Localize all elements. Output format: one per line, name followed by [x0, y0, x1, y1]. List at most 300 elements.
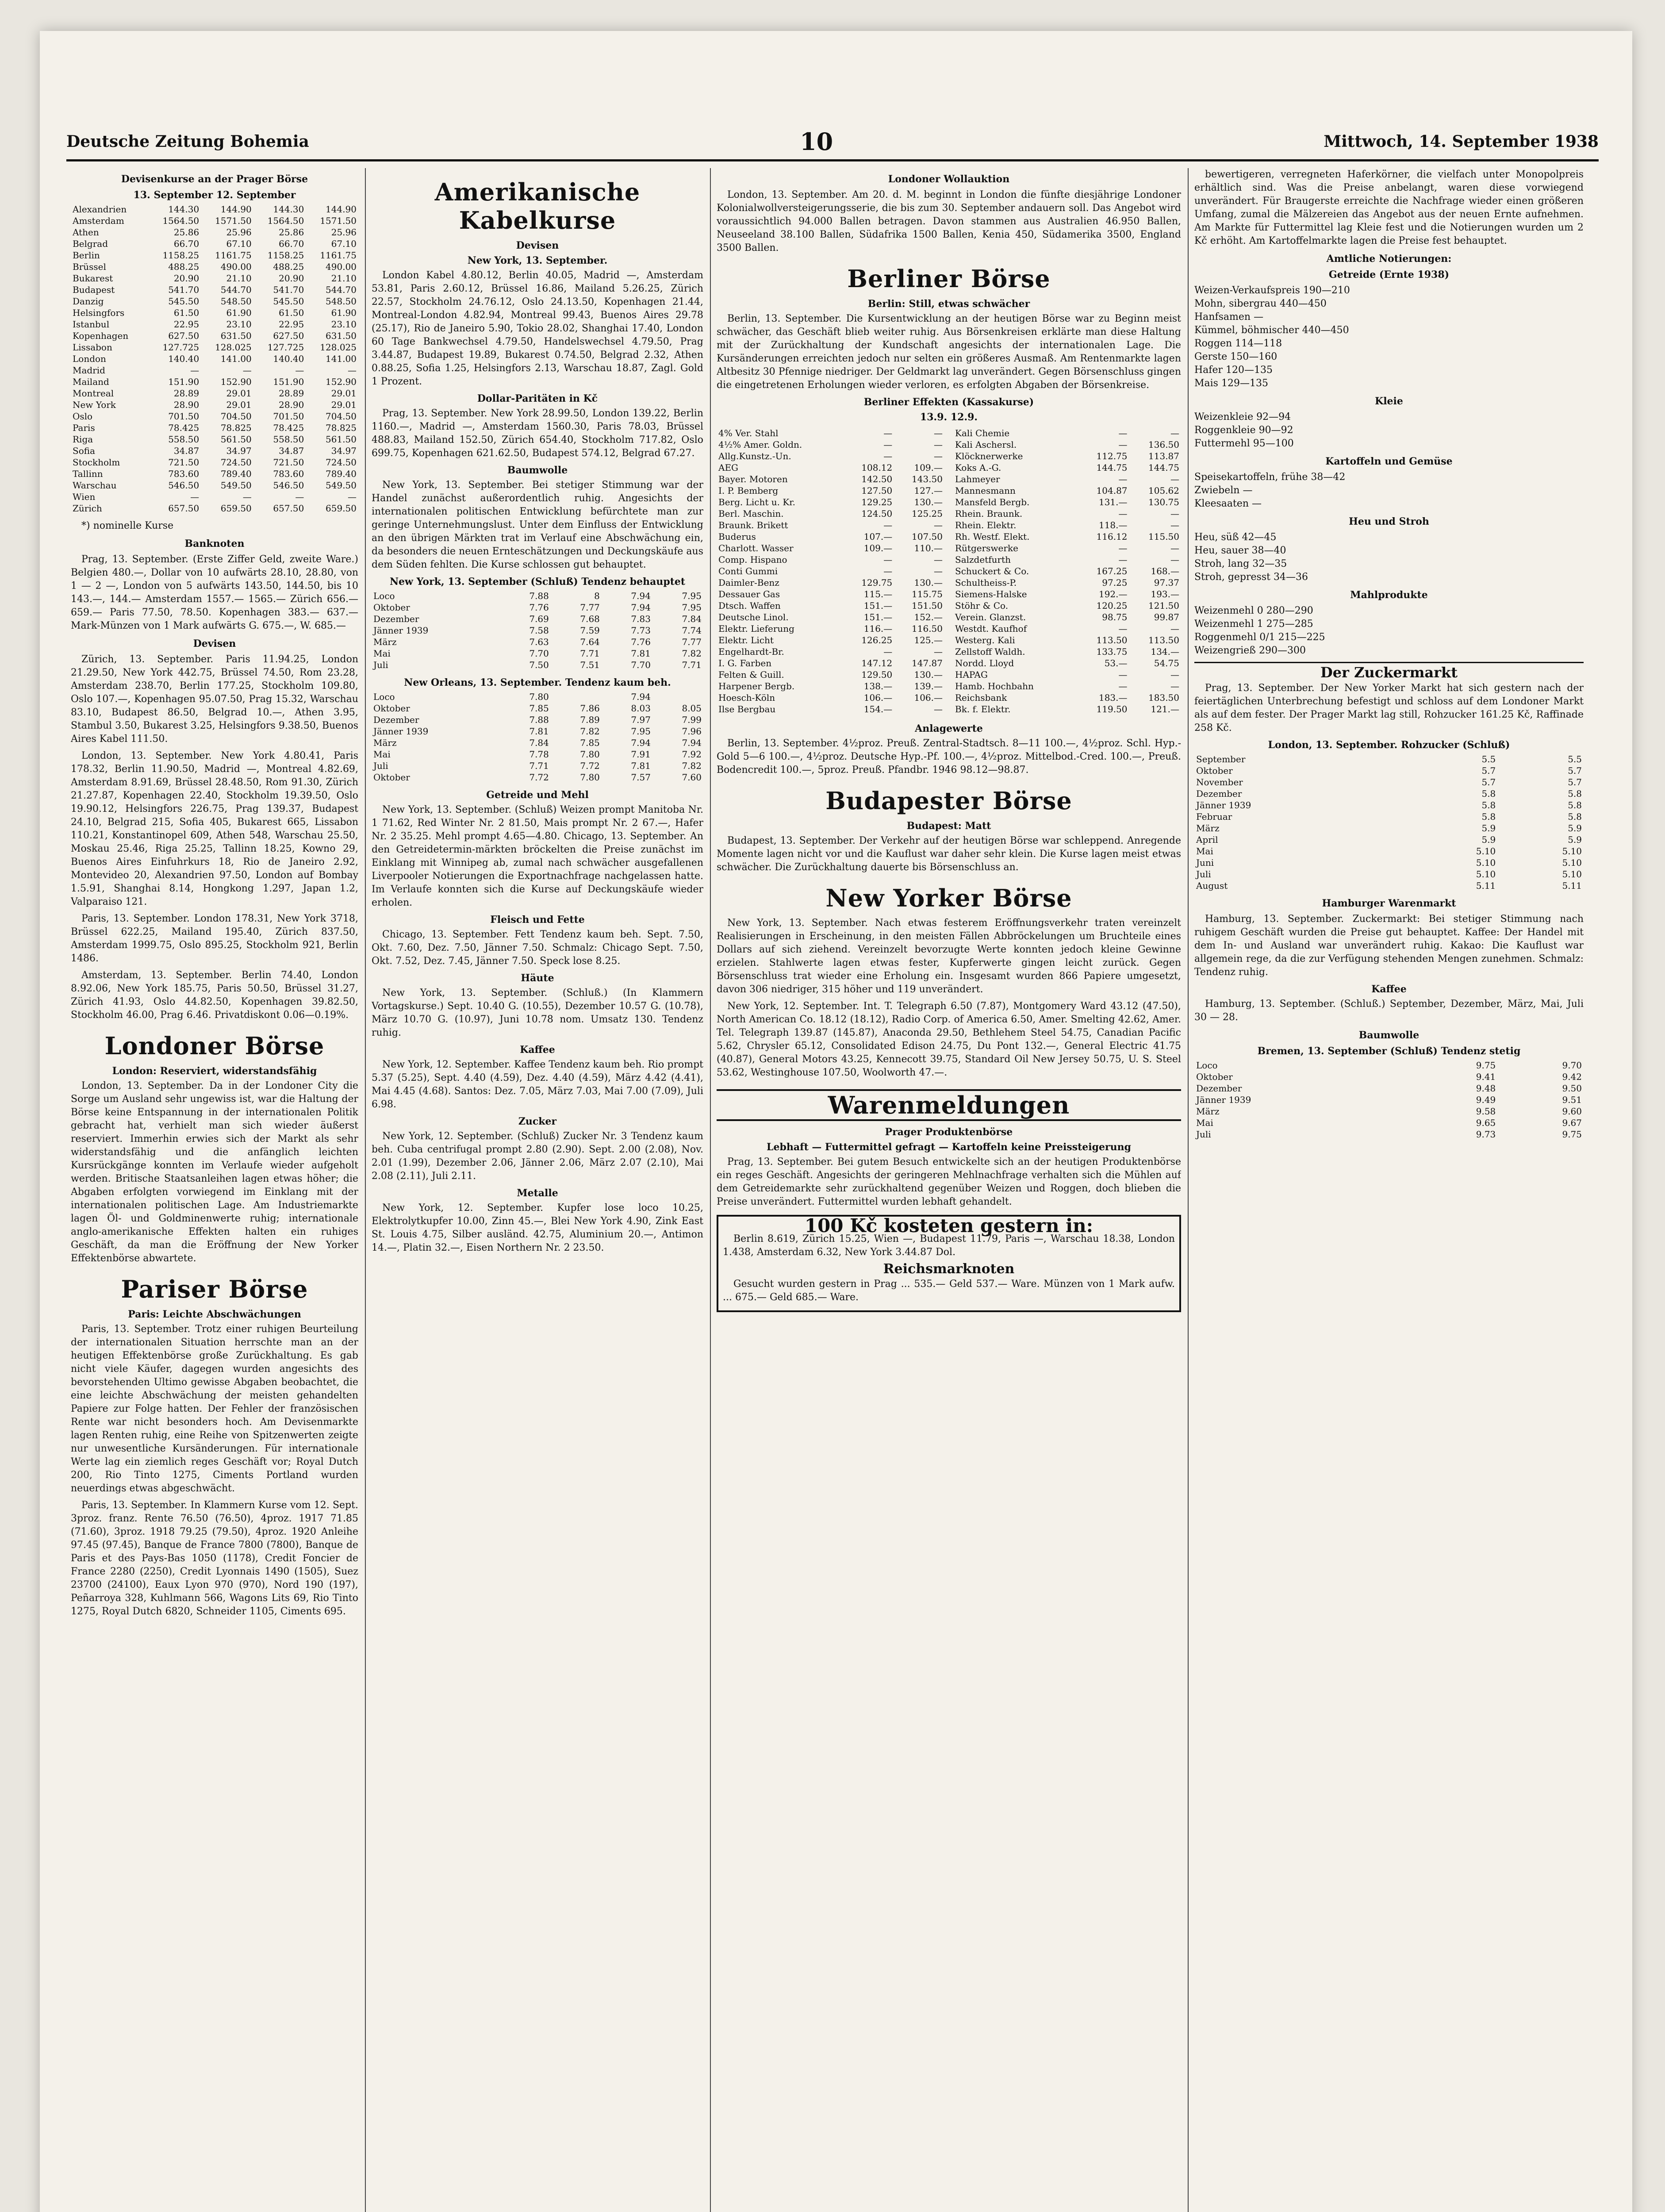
- table-row: [717, 554, 944, 565]
- table-cell: Jänner 1939: [373, 625, 429, 636]
- table-cell: 116.50: [912, 623, 943, 634]
- table-cell: AEG: [718, 462, 739, 473]
- article-text: London Kabel 4.80.12, Berlin 40.05, Madrid —, Amsterdam 53.81, Paris 2.60.12, Brüssel 16.86, Mailand 5.26.25, Zürich 22.57, Stockholm 24.76.12, Oslo 24.13.50, Kopenhagen 21.44, Montreal-London 4.82.94, Montreal 99.43, Buenos Aires 29.78 (25.17), Rio de Janeiro 5.90, Tokio 28.02, Shanghai 17.40, London 60 Tage Bankwechsel 4.79.50, Handelswechsel 4.79.50, Prag 3.44.87, Budapest 19.89, Bukarest 0.74.50, Belgrad 2.32, Athen 0.88.25, Sofia 1.25, Helsingfors 2.13, Warschau 18.87, Zagl. Gold 1 Prozent.: [372, 270, 703, 387]
- table-head: Getreide (Ernte 1938): [1328, 269, 1450, 280]
- table-cell: Zellstoff Waldh.: [955, 646, 1025, 657]
- column-4: [1194, 168, 1584, 2212]
- table-cell: 167.25: [1096, 566, 1128, 576]
- table-cell: 544.70: [220, 284, 252, 295]
- table-head: 13. September 12. September: [133, 189, 296, 201]
- section-subhead: Devisen: [516, 240, 559, 251]
- table-cell: 9.41: [1476, 1071, 1496, 1082]
- table-cell: 5.8: [1481, 788, 1496, 799]
- table-cell: 113.50: [1096, 635, 1128, 645]
- table-row: [717, 634, 944, 646]
- article-text: Hamburg, 13. September. (Schluß.) September, Dezember, März, Mai, Juli 30 — 28.: [1194, 998, 1584, 1023]
- article-text: Prag, 13. September. Der New Yorker Markt hat sich gestern nach der feiertäglichen Unterbrechung befestigt und schloss auf dem Londoner Markt als auf dem fester. Der Prager Markt lag still, Rohzucker 161.25 Kč, Raffinade 258 Kč.: [1194, 683, 1584, 733]
- table-cell: 151.90: [273, 376, 304, 387]
- table-row: [71, 204, 358, 215]
- table-cell: Amsterdam: [73, 215, 124, 226]
- table-row: [372, 726, 703, 737]
- table-row: [372, 602, 703, 613]
- table-row: [372, 760, 703, 772]
- table-cell: 7.88: [529, 591, 549, 601]
- table-row: [71, 215, 358, 227]
- table-cell: Oktober: [1196, 765, 1233, 776]
- table-cell: —: [934, 520, 943, 530]
- table-cell: 558.50: [273, 434, 304, 445]
- table-row: [717, 542, 944, 554]
- table-cell: September: [1196, 754, 1246, 764]
- table-cell: 143.50: [912, 474, 943, 484]
- table-cell: Februar: [1196, 811, 1232, 822]
- table-cell: 5.8: [1568, 811, 1582, 822]
- table-cell: 5.8: [1568, 788, 1582, 799]
- table-cell: —: [934, 646, 943, 657]
- table-row: [71, 445, 358, 457]
- table-cell: Nordd. Lloyd: [955, 658, 1014, 668]
- table-cell: Budapest: [73, 284, 115, 295]
- table-cell: Helsingfors: [73, 307, 125, 318]
- table-cell: Danzig: [73, 296, 104, 307]
- table-cell: 130.—: [914, 577, 943, 588]
- table-cell: I. G. Farben: [718, 658, 772, 668]
- table-cell: 112.75: [1096, 451, 1128, 461]
- table-row: [717, 692, 944, 703]
- table-cell: 78.825: [326, 422, 357, 433]
- table-cell: 134.—: [1151, 646, 1179, 657]
- section-subhead: Getreide und Mehl: [486, 789, 589, 801]
- table-cell: Kopenhagen: [73, 330, 129, 341]
- table-cell: 5.10: [1476, 857, 1496, 868]
- table-cell: Oktober: [373, 703, 410, 714]
- table-cell: 128.025: [320, 342, 357, 353]
- table-cell: 53.—: [1104, 658, 1128, 668]
- table-cell: Oktober: [373, 602, 410, 613]
- table-cell: Dezember: [373, 614, 419, 624]
- table-cell: 7.91: [631, 749, 651, 760]
- table-cell: —: [1170, 681, 1179, 691]
- article-text: Paris, 13. September. London 178.31, New York 3718, Brüssel 622.25, Mailand 195.40, Zürich 837.50, Amsterdam 1999.75, Oslo 895.25, Stockholm 921, Berlin 1486.: [71, 913, 358, 964]
- dateline: London, 13. September. Rohzucker (Schluß): [1268, 739, 1510, 751]
- table-cell: 5.5: [1481, 754, 1496, 764]
- table-row: [1194, 868, 1584, 880]
- table-cell: 151.50: [912, 600, 943, 611]
- table-cell: 183.—: [1098, 692, 1128, 703]
- table-cell: —: [348, 365, 357, 376]
- table-cell: 151.—: [863, 612, 893, 622]
- table-cell: Juli: [1196, 1129, 1211, 1140]
- table-cell: 5.7: [1481, 765, 1496, 776]
- bremen-cotton-table: [1194, 1060, 1584, 1140]
- table-cell: 141.00: [326, 353, 357, 364]
- price-line: Roggenmehl 0/1 215—225: [1194, 632, 1325, 643]
- dateline: Bremen, 13. September (Schluß) Tendenz stetig: [1257, 1045, 1521, 1057]
- table-cell: 5.8: [1568, 800, 1582, 810]
- table-cell: 125.25: [912, 508, 943, 519]
- table-cell: 549.50: [326, 480, 357, 491]
- table-row: [372, 625, 703, 636]
- table-cell: 659.50: [220, 503, 252, 514]
- table-cell: 126.25: [861, 635, 893, 645]
- table-row: [953, 577, 1181, 588]
- price-line: Kleesaaten —: [1194, 498, 1262, 509]
- table-cell: 136.50: [1148, 439, 1179, 450]
- table-cell: 140.40: [168, 353, 199, 364]
- table-cell: London: [73, 353, 106, 364]
- table-cell: 127.50: [861, 485, 893, 496]
- table-cell: 78.425: [168, 422, 199, 433]
- table-row: [71, 307, 358, 319]
- table-cell: Westdt. Kaufhof: [955, 623, 1027, 634]
- table-cell: 7.76: [631, 637, 651, 647]
- table-cell: 7.80: [580, 772, 600, 783]
- table-row: [953, 600, 1181, 611]
- table-row: [717, 462, 944, 473]
- table-row: [717, 577, 944, 588]
- table-cell: 21.10: [226, 273, 252, 284]
- table-cell: Istanbul: [73, 319, 110, 330]
- table-cell: Harpener Bergb.: [718, 681, 795, 691]
- table-cell: Koks A.-G.: [955, 462, 1001, 473]
- price-list: [1194, 411, 1584, 450]
- table-cell: 124.50: [861, 508, 893, 519]
- table-cell: 66.70: [173, 238, 199, 249]
- table-cell: 131.—: [1098, 497, 1128, 507]
- table-row: [1194, 1094, 1584, 1106]
- table-row: [717, 611, 944, 623]
- table-cell: 28.90: [173, 399, 199, 410]
- table-cell: 97.37: [1154, 577, 1179, 588]
- price-line: Kümmel, böhmischer 440—450: [1194, 325, 1349, 336]
- table-cell: 7.68: [580, 614, 600, 624]
- table-cell: 192.—: [1098, 589, 1128, 599]
- table-cell: 147.87: [912, 658, 943, 668]
- article-text: New York, 12. September. Kupfer lose loco 10.25, Elektrolytkupfer 10.00, Zinn 45.—, Blei New York 4.90, Zink East St. Louis 4.75, Silber ausländ. 42.75, Aluminium 20.—, Antimon 14.—, Platin 32.—, Eisen Northern Nr. 2 23.50.: [372, 1202, 703, 1253]
- price-line: Gerste 150—160: [1194, 351, 1278, 362]
- table-cell: Kali Aschersl.: [955, 439, 1017, 450]
- table-cell: 99.87: [1154, 612, 1179, 622]
- table-cell: 144.30: [168, 204, 199, 215]
- table-cell: 7.77: [682, 637, 702, 647]
- article-text: New York, 13. September. Bei stetiger Stimmung war der Handel zunächst außerordentlich ruhig. Angesichts der internationalen politischen Entwicklung befürchtete man zur geringe Unternehmungslust. Unter dem Einfluss der Entwicklung an den übrigen Märkten trat im Verlauf eine Abschwächung ein, da besonders die neuen Ernteschätzungen und Deckungskäufe aus dem Süden fehlten. Die Kurse schlossen gut behauptet.: [372, 480, 703, 570]
- section-title: Amtliche Notierungen:: [1326, 253, 1452, 265]
- article-text: Prag, 13. September. New York 28.99.50, London 139.22, Berlin 1160.—, Madrid —, Amsterdam 1560.30, Paris 78.03, Brüssel 488.83, Mailand 152.50, Zürich 654.40, Stockholm 717.82, Oslo 699.75, Kopenhagen 621.62.50, Budapest 574.12, Belgrad 67.27.: [372, 408, 703, 459]
- table-cell: Montreal: [73, 388, 114, 399]
- table-cell: 5.11: [1476, 880, 1496, 891]
- article-text: London, 13. September. Am 20. d. M. beginnt in London die fünfte diesjährige Londoner Kolonialwollversteigerungsserie, die bis zum 30. September andauern soll. Das Angebot wird voraussichtlich 94.000 Ballen betragen. Davon stammen aus Australien 46.950 Ballen, Neuseeland 38.100 Ballen, Südafrika 1500 Ballen, Kenia 450, Südamerika 3500, England 3500 Ballen.: [717, 189, 1181, 253]
- table-cell: —: [1118, 669, 1128, 680]
- table-cell: Alexandrien: [73, 204, 127, 215]
- table-cell: 54.75: [1154, 658, 1179, 668]
- table-row: [953, 611, 1181, 623]
- table-cell: 23.10: [331, 319, 357, 330]
- table-cell: New York: [73, 399, 116, 410]
- section-subhead: Kaffee: [1371, 983, 1407, 995]
- column-1: [71, 168, 358, 2212]
- table-cell: 7.84: [682, 614, 702, 624]
- table-cell: 109.—: [863, 543, 893, 553]
- table-cell: 25.86: [173, 227, 199, 238]
- price-line: Hanfsamen —: [1194, 311, 1264, 323]
- table-cell: 9.67: [1562, 1118, 1582, 1128]
- table-cell: Mai: [373, 648, 391, 659]
- table-cell: 721.50: [168, 457, 199, 468]
- box-text: Gesucht wurden gestern in Prag ... 535.— Geld 537.— Ware. Münzen von 1 Mark aufw. ... 675.— Geld 685.— Ware.: [723, 1279, 1175, 1303]
- section-title: Devisen: [193, 638, 236, 649]
- table-row: [372, 703, 703, 714]
- table-cell: —: [1170, 508, 1179, 519]
- table-cell: Bayer. Motoren: [718, 474, 788, 484]
- table-cell: Bukarest: [73, 273, 113, 284]
- table-row: [71, 342, 358, 353]
- dateline: New York, 13. September (Schluß) Tendenz behauptet: [389, 576, 686, 588]
- kassakurse-left: [717, 427, 944, 715]
- table-cell: 129.25: [861, 497, 893, 507]
- table-cell: —: [934, 704, 943, 714]
- table-cell: Engelhardt-Br.: [718, 646, 784, 657]
- table-cell: 9.50: [1562, 1083, 1582, 1094]
- table-cell: Sofia: [73, 445, 96, 456]
- table-cell: 561.50: [220, 434, 252, 445]
- table-row: [71, 457, 358, 468]
- table-cell: 23.10: [226, 319, 252, 330]
- table-cell: 7.85: [529, 703, 549, 714]
- table-row: [953, 496, 1181, 508]
- exchange-box: [717, 1215, 1181, 1312]
- table-cell: 144.90: [220, 204, 252, 215]
- table-cell: I. P. Bemberg: [718, 485, 779, 496]
- table-cell: 25.96: [226, 227, 252, 238]
- table-cell: 7.94: [631, 591, 651, 601]
- table-cell: 28.89: [173, 388, 199, 399]
- table-cell: 144.30: [273, 204, 304, 215]
- section-subhead: Berlin: Still, etwas schwächer: [867, 298, 1030, 310]
- table-cell: —: [934, 566, 943, 576]
- table-row: [71, 365, 358, 376]
- dateline: New Orleans, 13. September. Tendenz kaum beh.: [404, 677, 671, 688]
- table-cell: Berlin: [73, 250, 100, 261]
- table-cell: 488.25: [273, 261, 304, 272]
- table-cell: 130.—: [914, 497, 943, 507]
- table-row: [71, 238, 358, 250]
- table-head: 13.9. 12.9.: [920, 411, 978, 423]
- section-headline: Warenmeldungen: [717, 1089, 1181, 1121]
- table-cell: 105.62: [1148, 485, 1179, 496]
- table-cell: 5.10: [1562, 869, 1582, 879]
- kassakurse-right: [953, 427, 1181, 715]
- cotton-ny-table: [372, 590, 703, 671]
- table-cell: 7.51: [580, 660, 600, 670]
- price-line: Mohn, sibergrau 440—450: [1194, 298, 1327, 309]
- table-cell: —: [1118, 428, 1128, 438]
- table-row: [372, 714, 703, 726]
- table-cell: 783.60: [273, 469, 304, 479]
- table-cell: März: [1196, 823, 1220, 833]
- article-text: New York, 12. September. Int. T. Telegraph 6.50 (7.87), Montgomery Ward 43.12 (47.50), North American Co. 18.12 (18.12), Radio Corp. of America 6.50, Amer. Smelting 42.62, Amer. Tel. Telegraph 139.87 (145.87), Anaconda 29.50, Bethlehem Steel 54.75, Canadian Pacific 5.62, Chrysler 65.12, Consolidated Edison 24.75, Du Pont 132.—, General Electric 41.75 (40.87), General Motors 43.25, Kennecott 39.75, Standard Oil New Jersey 50.75, U. S. Steel 53.62, Westinghouse 107.50, Woolworth 47.—.: [717, 1001, 1181, 1078]
- table-cell: Hamb. Hochbahn: [955, 681, 1034, 691]
- table-cell: 7.50: [529, 660, 549, 670]
- table-row: [372, 691, 703, 703]
- table-cell: 141.00: [220, 353, 252, 364]
- table-cell: —: [1170, 554, 1179, 565]
- table-row: [953, 519, 1181, 531]
- table-cell: 34.97: [226, 445, 252, 456]
- table-cell: 724.50: [220, 457, 252, 468]
- table-cell: 8: [594, 591, 600, 601]
- table-row: [1194, 776, 1584, 788]
- table-cell: 168.—: [1151, 566, 1179, 576]
- table-row: [71, 422, 358, 434]
- table-row: [71, 273, 358, 284]
- table-row: [953, 646, 1181, 657]
- table-cell: 119.50: [1096, 704, 1128, 714]
- page-number: 10: [800, 127, 833, 156]
- table-cell: —: [883, 646, 893, 657]
- table-cell: Reichsbank: [955, 692, 1007, 703]
- table-cell: —: [295, 492, 304, 502]
- table-cell: 9.70: [1562, 1060, 1582, 1071]
- table-cell: Riga: [73, 434, 93, 445]
- table-cell: 29.01: [226, 399, 252, 410]
- article-text: Paris, 13. September. In Klammern Kurse vom 12. Sept. 3proz. franz. Rente 76.50 (76.50), 4proz. 1917 71.85 (71.60), 3proz. 1918 79.25 (79.50), 4proz. 1920 Anleihe 97.45 (97.45), Banque de France 7800 (7800), Banque de Paris et des Pays-Bas 1050 (1178), Credit Foncier de France 2280 (2250), Credit Lyonnais 1490 (1505), Suez 23700 (24100), Eaux Lyon 970 (970), Nord 190 (197), Peñarroya 328, Kuhlmann 566, Wagons Lits 69, Rio Tinto 1275, Royal Dutch 6820, Schneider 1105, Ciments 695.: [71, 1500, 358, 1617]
- table-row: [1194, 880, 1584, 891]
- table-cell: Stöhr & Co.: [955, 600, 1009, 611]
- table-cell: Mai: [1196, 846, 1213, 856]
- table-cell: 104.87: [1096, 485, 1128, 496]
- article-text: Prag, 13. September. (Erste Ziffer Geld, zweite Ware.) Belgien 480.—, Dollar von 10 aufwärts 28.10, 28.80, von 1 — 2 —, London von 5 aufwärts 143.50, 144.50, bis 10 143.—, 144.— Amsterdam 1557.— 1565.— Zürich 656.— 659.— Paris 77.50, 78.50. Kopenhagen 383.— 637.— Mark-Münzen von 1 Mark aufwärts G. 675.—, W. 685.—: [71, 554, 358, 631]
- table-row: [953, 439, 1181, 450]
- table-cell: 701.50: [273, 411, 304, 422]
- table-cell: 548.50: [220, 296, 252, 307]
- table-row: [71, 411, 358, 422]
- table-cell: 7.99: [682, 714, 702, 725]
- table-row: [1194, 845, 1584, 857]
- table-cell: 7.82: [682, 648, 702, 659]
- table-row: [1194, 811, 1584, 822]
- table-cell: 139.—: [914, 681, 943, 691]
- table-cell: April: [1196, 834, 1218, 845]
- column-3: [717, 168, 1181, 2212]
- table-cell: 121.—: [1151, 704, 1179, 714]
- table-cell: 115.—: [863, 589, 893, 599]
- table-cell: 7.94: [631, 737, 651, 748]
- table-cell: 1564.50: [162, 215, 199, 226]
- table-cell: Rütgerswerke: [955, 543, 1018, 553]
- table-cell: 9.49: [1476, 1094, 1496, 1105]
- table-row: [71, 330, 358, 342]
- table-row: [717, 588, 944, 600]
- table-cell: März: [373, 637, 397, 647]
- table-cell: 541.70: [273, 284, 304, 295]
- table-cell: Loco: [1196, 1060, 1218, 1071]
- table-row: [372, 749, 703, 760]
- table-cell: 7.69: [529, 614, 549, 624]
- price-line: Stroh, gepresst 34—36: [1194, 572, 1308, 583]
- table-cell: —: [190, 492, 199, 502]
- table-cell: 21.10: [331, 273, 357, 284]
- table-row: [1194, 1106, 1584, 1117]
- page-header: [66, 128, 1599, 155]
- table-cell: Juli: [1196, 869, 1211, 879]
- table-row: [372, 648, 703, 659]
- table-row: [71, 284, 358, 296]
- table-row: [953, 542, 1181, 554]
- table-cell: 659.50: [326, 503, 357, 514]
- table-cell: 7.71: [682, 660, 702, 670]
- table-cell: 116.—: [863, 623, 893, 634]
- table-row: [953, 703, 1181, 715]
- section-subhead: Berliner Effekten (Kassakurse): [863, 396, 1034, 408]
- table-cell: Paris: [73, 422, 95, 433]
- table-cell: —: [1170, 623, 1179, 634]
- table-cell: 109.—: [914, 462, 943, 473]
- price-line: Zwiebeln —: [1194, 485, 1253, 496]
- article-text: New York, 12. September. (Schluß) Zucker Nr. 3 Tendenz kaum beh. Cuba centrifugal prompt 2.80 (2.90). Sept. 2.00 (2.08), Nov. 2.01 (1.99), Dezember 2.06, Jänner 2.06, März 2.07 (2.10), Mai 2.08 (2.11), Juli 2.11.: [372, 1131, 703, 1182]
- table-cell: —: [1118, 554, 1128, 565]
- table-row: [717, 519, 944, 531]
- issue-date: Mittwoch, 14. September 1938: [1324, 132, 1599, 151]
- table-cell: 7.81: [631, 760, 651, 771]
- table-cell: 129.50: [861, 669, 893, 680]
- table-cell: 704.50: [220, 411, 252, 422]
- column-rule: [1188, 168, 1189, 2212]
- article-text: bewertigeren, verregneten Haferkörner, die vielfach unter Monopolpreis erhältlich sind. Was die Preise anbelangt, waren diese vorwiegend unverändert. Für Braugerste erreichte die Nachfrage wieder einen größeren Umfang, zumal die Mälzereien das Angebot aus der neuen Ernte aufnehmen. Am Markte für Futtermittel lag Kleie fest und die Notierungen wurden um 2 Kč erhöht. Am Kartoffelmarkte lagen die Preise fest behauptet.: [1194, 169, 1584, 246]
- article-text: Budapest, 13. September. Der Verkehr auf der heutigen Börse war schleppend. Anregende Momente lagen nicht vor und die Kauflust war daher sehr klein. Die Kurse lagen meist etwas schwächer. Die Zurückhaltung dauerte bis Börsenschluss an.: [717, 835, 1181, 873]
- table-cell: 106.—: [863, 692, 893, 703]
- table-cell: 5.11: [1562, 880, 1582, 891]
- price-list: [1194, 471, 1584, 511]
- table-cell: 7.94: [631, 691, 651, 702]
- table-cell: 7.95: [631, 726, 651, 737]
- table-cell: Athen: [73, 227, 99, 238]
- table-cell: 34.97: [331, 445, 357, 456]
- table-cell: 127.725: [162, 342, 199, 353]
- price-line: Weizenkleie 92—94: [1194, 411, 1291, 422]
- table-row: [717, 485, 944, 496]
- table-row: [71, 388, 358, 399]
- table-cell: 5.7: [1568, 765, 1582, 776]
- table-cell: August: [1196, 880, 1228, 891]
- table-cell: März: [1196, 1106, 1220, 1117]
- table-cell: 129.75: [861, 577, 893, 588]
- table-cell: 631.50: [220, 330, 252, 341]
- table-cell: 7.60: [682, 772, 702, 783]
- table-cell: —: [1170, 520, 1179, 530]
- table-cell: Stockholm: [73, 457, 120, 468]
- table-cell: —: [934, 428, 943, 438]
- table-cell: 97.25: [1102, 577, 1128, 588]
- table-cell: 7.72: [580, 760, 600, 771]
- table-cell: —: [934, 451, 943, 461]
- table-cell: 546.50: [273, 480, 304, 491]
- price-line: Stroh, lang 32—35: [1194, 558, 1287, 569]
- table-cell: 113.50: [1148, 635, 1179, 645]
- table-head: Kleie: [1375, 396, 1403, 407]
- table-cell: Juli: [373, 760, 388, 771]
- table-cell: 7.80: [580, 749, 600, 760]
- table-cell: 545.50: [273, 296, 304, 307]
- table-cell: Oslo: [73, 411, 93, 422]
- table-row: [71, 353, 358, 365]
- table-cell: —: [1118, 681, 1128, 691]
- table-row: [1194, 1060, 1584, 1071]
- table-cell: Berl. Maschin.: [718, 508, 784, 519]
- table-cell: —: [1118, 474, 1128, 484]
- box-title: 100 Kč kosteten gestern in:: [804, 1215, 1093, 1237]
- table-row: [1194, 788, 1584, 799]
- table-cell: 558.50: [168, 434, 199, 445]
